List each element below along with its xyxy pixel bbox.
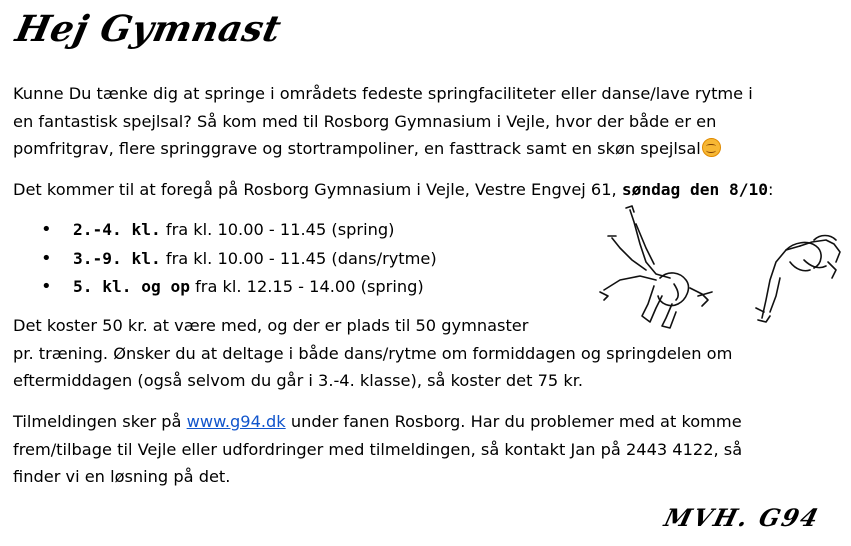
intro-line-1: Kunne Du tænke dig at springe i områdets fedeste springfaciliteter eller danse/lave rytme i — [13, 84, 753, 103]
list-item — [13, 245, 437, 274]
smiley-icon — [702, 138, 721, 157]
signup-line-2: frem/tilbage til Vejle eller udfordringer med tilmeldingen, så kontakt Jan på 2443 4122, så — [13, 439, 743, 459]
price-paragraph — [13, 312, 838, 395]
backflip-gymnast-icon — [756, 236, 840, 323]
signup-line-1: Tilmeldingen sker på www.g94.dk under fanen Rosborg. Har du problemer med at komme — [13, 412, 742, 431]
price-line-2: pr. træning. Ønsker du at deltage i både dans/rytme om formiddagen og springdelen om — [13, 343, 733, 363]
intro-line-2: en fantastisk spejlsal? Så kom med til Rosborg Gymnasium i Vejle, hvor der både er en — [13, 111, 717, 131]
g94-link[interactable]: www.g94.dk — [186, 412, 286, 431]
page-title: Hej Gymnast — [12, 8, 286, 50]
list-item — [13, 216, 437, 245]
price-line-3: eftermiddagen (også selvom du går i 3.-4. klasse), så koster det 75 kr. — [13, 371, 584, 390]
cartwheel-gymnast-icon — [600, 206, 712, 328]
event-date: søndag den 8/10 — [621, 180, 769, 199]
class-group: 2.-4. kl. — [73, 220, 161, 239]
time-slot: fra kl. 12.15 - 14.00 (spring) — [189, 277, 424, 296]
signature: MVH. G94 — [660, 503, 823, 532]
class-group: 5. kl. og op — [73, 277, 190, 296]
time-slot: fra kl. 10.00 - 11.45 (spring) — [160, 220, 395, 239]
time-slot: fra kl. 10.00 - 11.45 (dans/rytme) — [160, 248, 437, 268]
intro-line-3: pomfritgrav, flere springgrave og stortrampoliner, en fasttrack samt en skøn spejlsal — [13, 135, 833, 163]
price-line-1: Det koster 50 kr. at være med, og der er plads til 50 gymnaster — [13, 316, 529, 335]
signup-paragraph — [13, 408, 838, 491]
location-colon: : — [768, 180, 774, 199]
intro-paragraph — [13, 80, 833, 163]
class-group: 3.-9. kl. — [73, 248, 161, 268]
schedule-list — [13, 216, 437, 302]
list-item — [13, 273, 437, 302]
location-text: Det kommer til at foregå på Rosborg Gymnasium i Vejle, Vestre Engvej 61, — [13, 180, 622, 199]
signup-line-3: finder vi en løsning på det. — [13, 467, 231, 486]
